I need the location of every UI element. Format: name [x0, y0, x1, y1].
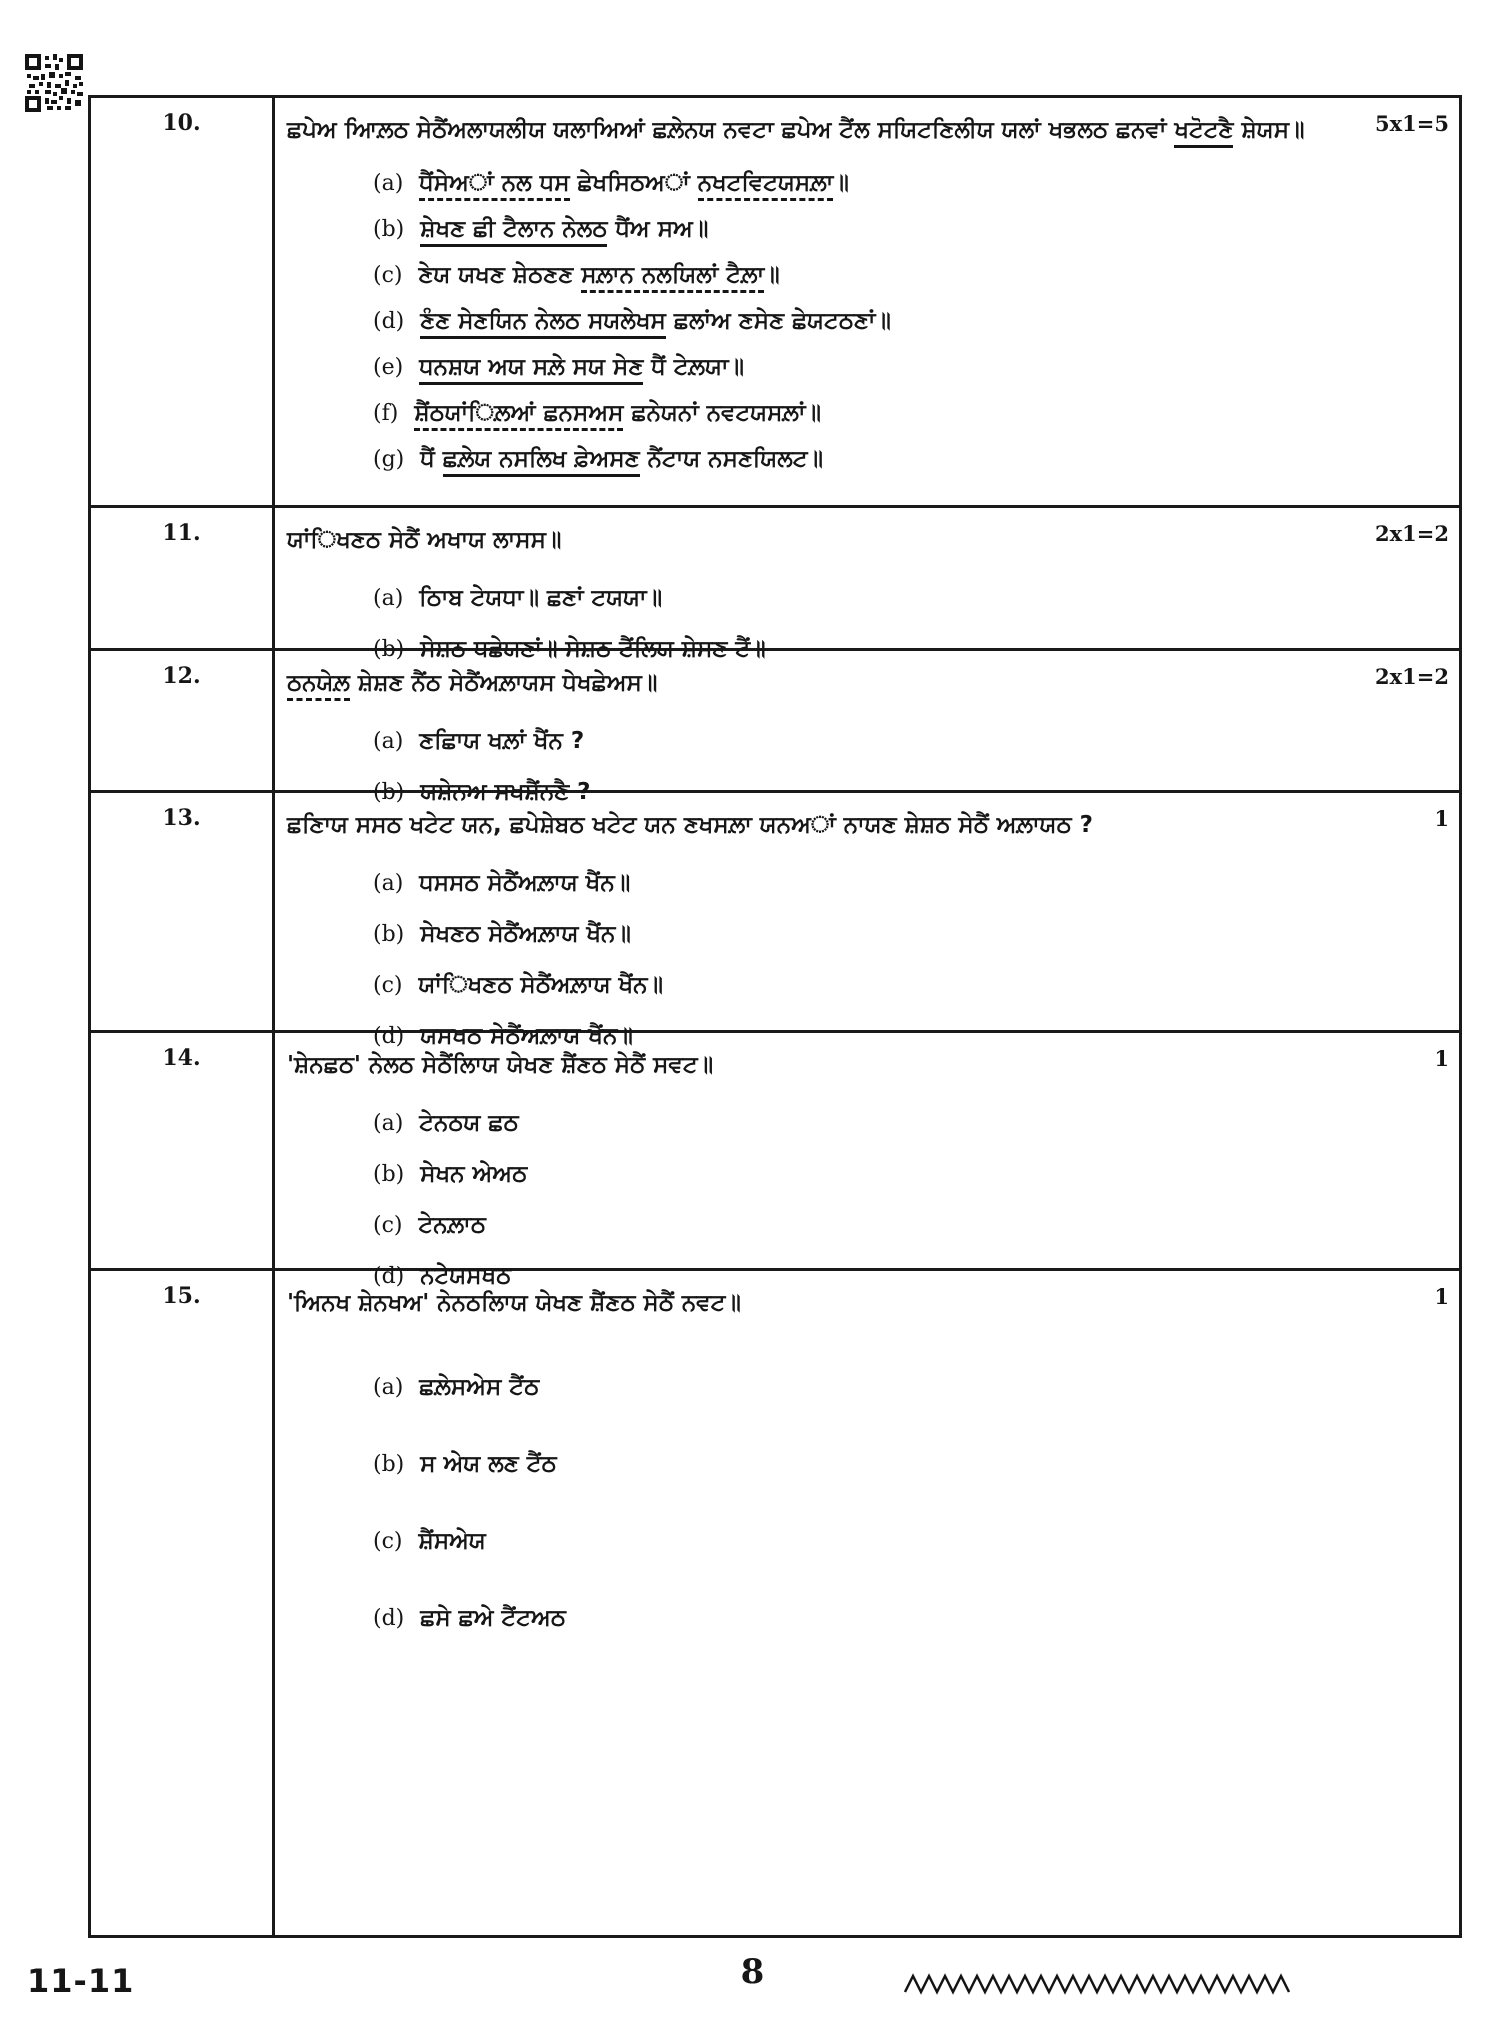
question-text — [287, 1281, 1321, 1326]
plain-text: ਨੈਂਟਾਯ ਨਸਣਯਿਲਟ॥ — [639, 446, 824, 472]
question-row-11 — [91, 505, 1459, 662]
option-label: (b) — [373, 217, 405, 242]
underlined-text: ਸ਼ੇਖਣ ਛੀ ਟੈਲਾਨ ਨੇਲਠ — [420, 216, 607, 247]
question-text — [287, 108, 1321, 153]
option-label: (f) — [373, 401, 399, 426]
plain-text: ਣੇਯ ਯਖਣ ਸ਼ੇਠਣਣ — [418, 262, 582, 288]
option-text — [419, 1372, 539, 1402]
question-number: 12. — [91, 651, 275, 808]
plain-text: ਸ ਅੇਯ ਲਣ ਟੈਂਠ — [420, 1451, 557, 1477]
plain-text: ਛੇਖਸਿਠਅਾਂ — [569, 170, 698, 196]
option-label: (g) — [373, 447, 405, 472]
plain-text: ਣਛਾਿਯ ਖਲ਼ਾਂ ਖੈਂਨ ? — [419, 728, 585, 754]
question-number: 13. — [91, 793, 275, 1052]
option-item — [287, 919, 1321, 950]
plain-text: ਠਾਿਬ ਟੇਯਧਾ॥ ਛਣਾਂ ਟਯਯਾ॥ — [419, 585, 663, 611]
plain-text: ਯਸਖਠ ਸੇਠੈਂਅਲ਼ਾਯ ਖੈਂਨ॥ — [420, 1023, 633, 1049]
option-label: (d) — [373, 1264, 405, 1289]
marks-value: 5x1=5 — [1375, 111, 1449, 136]
underlined-text: ਖਟੋਟਣੈ — [1174, 117, 1233, 148]
option-label: (b) — [373, 1452, 405, 1477]
page-number: 8 — [740, 1952, 765, 1992]
option-item — [287, 168, 1321, 199]
option-label: (a) — [373, 171, 404, 196]
option-item — [287, 1526, 1321, 1557]
option-text — [414, 398, 821, 428]
paper-code: 11-11 — [27, 1962, 135, 2000]
plain-text: ਸ਼ੇਸ਼ਣ ਨੈਂਠ ਸੇਠੈਂਅਲ਼ਾਯਸ ਧੇਖਛੇਅਸ॥ — [349, 670, 658, 696]
question-row-10 — [91, 98, 1459, 505]
option-text — [420, 1159, 527, 1189]
option-label: (a) — [373, 729, 404, 754]
option-item — [287, 868, 1321, 899]
question-text — [287, 1043, 1321, 1088]
plain-text: ॥ — [833, 170, 849, 196]
marks-value: 1 — [1434, 806, 1449, 831]
question-number: 14. — [91, 1033, 275, 1292]
question-body — [275, 98, 1333, 505]
question-number: 11. — [91, 508, 275, 665]
plain-text: ਧੈਂਅ ਸਅ॥ — [607, 216, 709, 242]
question-body — [275, 651, 1333, 808]
plain-text: ਛਣਾਿਯ ਸਸਠ ਖਟੇਟ ਯਨ, ਛਪੇਸ਼ੇਬਠ ਖਟੇਟ ਯਨ ਣਖਸਲ਼ਾ ਯਨਅਾਂ ਨਾਯਣ ਸ਼ੇਸ਼ਠ ਸੇਠੈਂ ਅਲ਼ਾਯਠ ? — [287, 812, 1094, 838]
option-item — [287, 1449, 1321, 1480]
plain-text: ਛਲ਼ੇਸਅੇਸ ਟੈਂਠ — [419, 1374, 540, 1400]
option-label: (a) — [373, 871, 404, 896]
underlined-text: ਸ਼ੈਂਠਯਾਂਿਲ਼ਆਂ ਛਨਸਅਸ — [414, 400, 623, 431]
underlined-text: ਧਨਸ਼ਯ ਅਯ ਸਲ਼ੇ ਸਯ ਸੇਣ — [419, 354, 643, 385]
underlined-text: ਨਖਟਵਿਟਯਸਲ਼ਾ — [698, 170, 834, 201]
option-item — [287, 1210, 1321, 1241]
option-item — [287, 1159, 1321, 1190]
underlined-text: ਣੰਣ ਸੇਣਯਿਨ ਨੇਲਠ ਸਯਲੇਖਸ — [420, 308, 666, 339]
plain-text: ਧੈਂ ਟੇਲ਼ਯਾ॥ — [643, 354, 745, 380]
question-text — [287, 518, 1321, 563]
option-text — [419, 1108, 518, 1138]
underlined-text: ਸਲ਼ਾਨ ਨਲਯਿਲਾਂ ਟੈਲ਼ਾ — [581, 262, 764, 293]
option-label: (c) — [373, 973, 403, 998]
option-label: (c) — [373, 1529, 403, 1554]
plain-text: ਛਨੇਯਨਾਂ ਨਵਟਯਸਲ਼ਾਂ॥ — [623, 400, 821, 426]
option-label: (e) — [373, 355, 404, 380]
plain-text: ਸੇਖਣਠ ਸੇਠੈਂਅਲ਼ਾਯ ਖੈਂਨ॥ — [420, 921, 631, 947]
option-label: (b) — [373, 637, 405, 662]
option-item — [287, 306, 1321, 337]
plain-text: ਟੇਨਲ਼ਾਠ — [418, 1212, 486, 1238]
option-text — [419, 1526, 486, 1556]
question-body — [275, 793, 1333, 1052]
question-text — [287, 803, 1321, 848]
question-number: 10. — [91, 98, 275, 505]
plain-text: ਸ਼ੇਯਸ॥ — [1233, 117, 1305, 143]
option-text — [419, 1210, 486, 1240]
marks-value: 1 — [1434, 1284, 1449, 1309]
question-body — [275, 1033, 1333, 1292]
option-label: (d) — [373, 1606, 405, 1631]
plain-text: ਛਲਾਂਅ ਣਸੇਣ ਛੇਯਟਠਣਾਂ॥ — [665, 308, 891, 334]
plain-text: ਨਟੇਯਸਖਠ — [420, 1263, 512, 1289]
marks-value: 1 — [1434, 1046, 1449, 1071]
option-label: (d) — [373, 309, 405, 334]
plain-text: ਸੇਸ਼ਠ ਧਛੇਯਣਾਂ॥ ਸੇਸ਼ਠ ਟੈਂਲਿਯ ਸ਼ੇਸਣ ਟੈਂ॥ — [420, 636, 766, 662]
underlined-text: ਠਨਯੇਲ਼ — [287, 670, 350, 701]
option-item — [287, 444, 1321, 475]
option-item — [287, 1372, 1321, 1403]
option-item — [287, 214, 1321, 245]
option-text — [419, 352, 744, 382]
squiggle-decoration — [905, 1972, 1293, 1998]
question-number: 15. — [91, 1271, 275, 1935]
option-item — [287, 1603, 1321, 1634]
option-item — [287, 260, 1321, 291]
option-item — [287, 398, 1321, 429]
plain-text: ਛਪੇਅ ਆਿਲ਼ਠ ਸੇਠੈਂਅਲਾਯਲੀਯ ਯਲਾਅਿਆਂ ਛਲ਼ੇਨਯ ਨਵਟਾ ਛਪੇਅ ਟੈਂਲ ਸਯਿਟਣਿਲੀਯ ਯਲਾਂ ਖਭਲਠ ਛਨਵਾਂ — [287, 117, 1175, 143]
option-label: (a) — [373, 1375, 404, 1400]
option-text — [419, 970, 664, 1000]
plain-text: ਟੇਨਠਯ ਛਠ — [419, 1110, 519, 1136]
option-text — [420, 1449, 556, 1479]
question-row-13 — [91, 790, 1459, 1049]
option-item — [287, 352, 1321, 383]
option-text — [420, 1603, 566, 1633]
plain-text: 'ਅਿਨਖ ਸ਼ੇਨਖਅ' ਨੇਨਠਲਾਿਯ ਯੇਖਣ ਸ਼ੈਂਣਠ ਸੇਠੈਂ ਨਵਟ॥ — [287, 1290, 741, 1316]
underlined-text: ਛਲ਼ੇਯ ਨਸਲਿਖ ਫ਼ੇਅਸਣ — [443, 446, 640, 477]
option-label: (b) — [373, 922, 405, 947]
option-text — [420, 214, 708, 244]
option-text — [420, 919, 631, 949]
plain-text: ਛਸੇ ਛਅੇ ਟੈਂਟਅਠ — [420, 1605, 566, 1631]
qr-code — [25, 54, 83, 112]
plain-text: ਧੈਂ — [420, 446, 443, 472]
question-row-12 — [91, 648, 1459, 805]
question-row-15 — [91, 1268, 1459, 1935]
option-label: (c) — [373, 263, 403, 288]
option-text — [420, 444, 823, 474]
option-text — [419, 168, 849, 198]
option-text — [420, 306, 891, 336]
plain-text: ਸੇਖਨ ਅੇਅਠ — [420, 1161, 528, 1187]
marks-value: 2x1=2 — [1375, 521, 1449, 546]
option-text — [419, 868, 630, 898]
plain-text: ਯਾਂਿਖਣਠ ਸੇਠੈਂ ਅਖਾਯ ਲਾਸਸ॥ — [287, 527, 562, 553]
plain-text: ॥ — [764, 262, 780, 288]
option-label: (d) — [373, 1024, 405, 1049]
question-body — [275, 508, 1333, 665]
option-text — [419, 726, 584, 756]
option-item — [287, 583, 1321, 614]
question-body — [275, 1271, 1333, 1935]
option-label: (a) — [373, 1111, 404, 1136]
plain-text: ਧਸਸਠ ਸੇਠੈਂਅਲ਼ਾਯ ਖੈਂਨ॥ — [419, 870, 631, 896]
plain-text: ਯਾਂਿਖਣਠ ਸੇਠੈਂਅਲ਼ਾਯ ਖੈਂਨ॥ — [418, 972, 664, 998]
plain-text: ਯਸ਼ੇਨਅ ਸਖਸ਼ੈਂਨਣੈ ? — [420, 779, 591, 805]
question-row-14 — [91, 1030, 1459, 1289]
marks-value: 2x1=2 — [1375, 664, 1449, 689]
question-table — [88, 95, 1462, 1938]
option-item — [287, 970, 1321, 1001]
plain-text: 'ਸ਼ੇਨਛਠ' ਨੇਲਠ ਸੇਠੈਂਲਾਿਯ ਯੇਖਣ ਸ਼ੈਂਣਠ ਸੇਠੈਂ ਸਵਟ॥ — [287, 1052, 714, 1078]
option-text — [419, 260, 780, 290]
option-text — [419, 583, 662, 613]
underlined-text: ਧੈਂਸੇਅਾਂ ਨਲ ਧਸ — [419, 170, 569, 201]
option-label: (b) — [373, 780, 405, 805]
option-label: (b) — [373, 1162, 405, 1187]
option-item — [287, 726, 1321, 757]
option-label: (a) — [373, 586, 404, 611]
plain-text: ਸ਼ੈਂਸਅੇਯ — [418, 1528, 486, 1554]
option-label: (c) — [373, 1213, 403, 1238]
option-item — [287, 1108, 1321, 1139]
question-text — [287, 661, 1321, 706]
